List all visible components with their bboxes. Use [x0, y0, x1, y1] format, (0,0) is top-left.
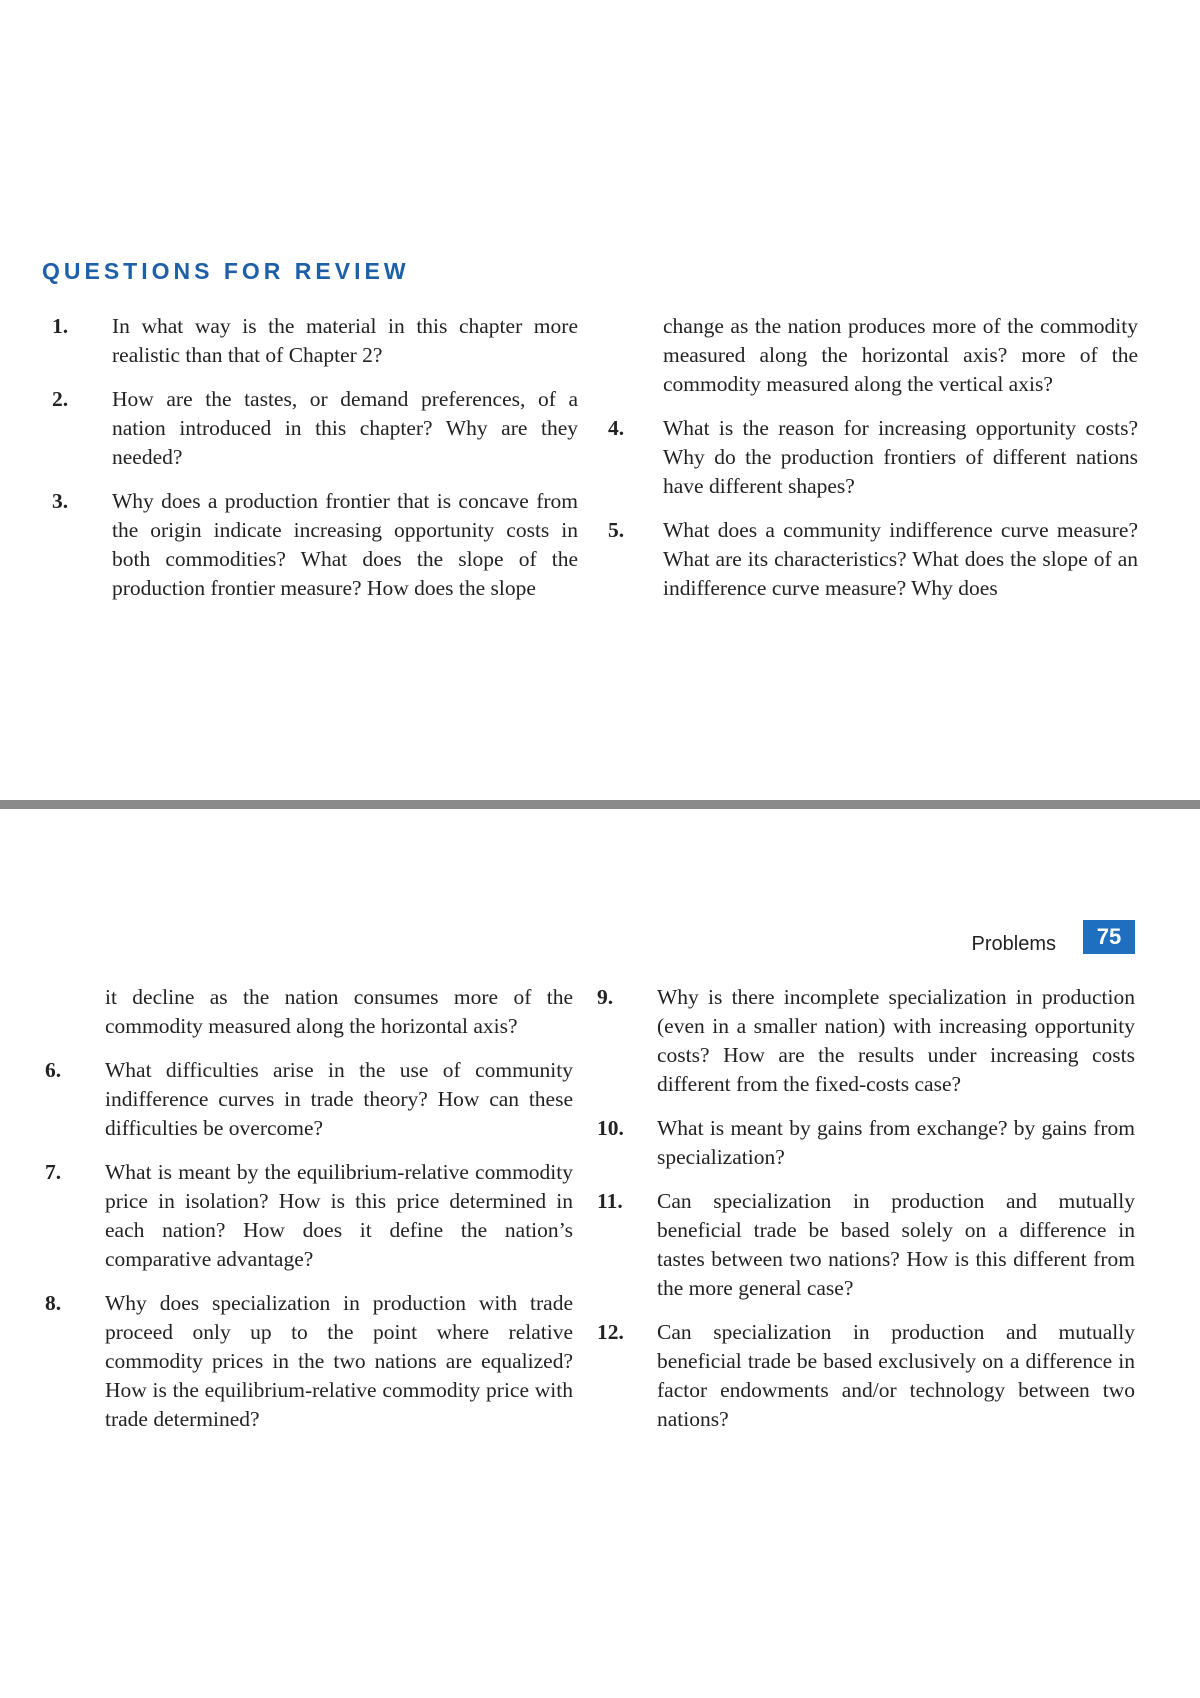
question-2 — [52, 385, 578, 472]
question-3 — [52, 487, 578, 603]
question-number: 6. — [45, 1058, 62, 1082]
question-5 — [608, 516, 1138, 603]
question-text: How are the tastes, or demand preferences, of a nation introduced in this chapter? Why are they needed? — [112, 387, 578, 469]
question-number: 2. — [52, 387, 69, 411]
question-text: What difficulties arise in the use of community indifference curves in trade theory? How can these difficulties be overcome? — [105, 1058, 573, 1140]
question-text: it decline as the nation consumes more of the commodity measured along the horizontal axis? — [105, 985, 573, 1038]
question-10 — [597, 1114, 1135, 1172]
question-number: 4. — [608, 416, 625, 440]
question-number: 7. — [45, 1160, 62, 1184]
top-left-column — [52, 312, 578, 618]
running-head: Problems — [971, 933, 1056, 955]
question-text: What is meant by the equilibrium-relative commodity price in isolation? How is this price determined in each nation? How does it define the nation’s comparative advantage? — [105, 1160, 573, 1271]
question-number: 8. — [45, 1291, 62, 1315]
section-title: QUESTIONS FOR REVIEW — [42, 258, 410, 284]
question-number: 1. — [52, 314, 69, 338]
question-3-continued — [608, 312, 1138, 399]
question-number: 12. — [597, 1320, 624, 1344]
question-4 — [608, 414, 1138, 501]
question-text: What is the reason for increasing opportunity costs? Why do the production frontiers of different nations have different shapes? — [663, 416, 1138, 498]
question-11 — [597, 1187, 1135, 1303]
question-text: What is meant by gains from exchange? by gains from specialization? — [657, 1116, 1135, 1169]
question-text: In what way is the material in this chapter more realistic than that of Chapter 2? — [112, 314, 578, 367]
question-9 — [597, 983, 1135, 1099]
question-text: Why does specialization in production with trade proceed only up to the point where relative commodity prices in the two nations are equalized? How is the equilibrium-relative commodity price with trade determined? — [105, 1291, 573, 1431]
question-number: 11. — [597, 1189, 623, 1213]
bottom-right-column — [597, 983, 1135, 1449]
bottom-left-column — [45, 983, 573, 1449]
question-number: 9. — [597, 985, 614, 1009]
question-8 — [45, 1289, 573, 1434]
top-right-column — [608, 312, 1138, 618]
question-text: What does a community indifference curve measure? What are its characteristics? What does the slope of an indifference curve measure? Why does — [663, 518, 1138, 600]
page-divider — [0, 800, 1200, 809]
question-text: Can specialization in production and mutually beneficial trade be based solely on a difference in tastes between two nations? How is this different from the more general case? — [657, 1189, 1135, 1300]
question-6 — [45, 1056, 573, 1143]
question-number: 5. — [608, 518, 625, 542]
question-number: 10. — [597, 1116, 624, 1140]
question-1 — [52, 312, 578, 370]
question-text: Can specialization in production and mutually beneficial trade be based exclusively on a difference in factor endowments and/or technology between two nations? — [657, 1320, 1135, 1431]
page-number-badge: 75 — [1083, 920, 1135, 954]
question-12 — [597, 1318, 1135, 1434]
question-text: Why does a production frontier that is concave from the origin indicate increasing opportunity costs in both commodities? What does the slope of the production frontier measure? How does the slope — [112, 489, 578, 600]
question-text: Why is there incomplete specialization in production (even in a smaller nation) with increasing opportunity costs? How are the results under increasing costs different from the fixed-costs case? — [657, 985, 1135, 1096]
question-5-continued — [45, 983, 573, 1041]
question-7 — [45, 1158, 573, 1274]
question-number: 3. — [52, 489, 69, 513]
question-text: change as the nation produces more of the commodity measured along the horizontal axis? more of the commodity measured along the vertical axis? — [663, 314, 1138, 396]
